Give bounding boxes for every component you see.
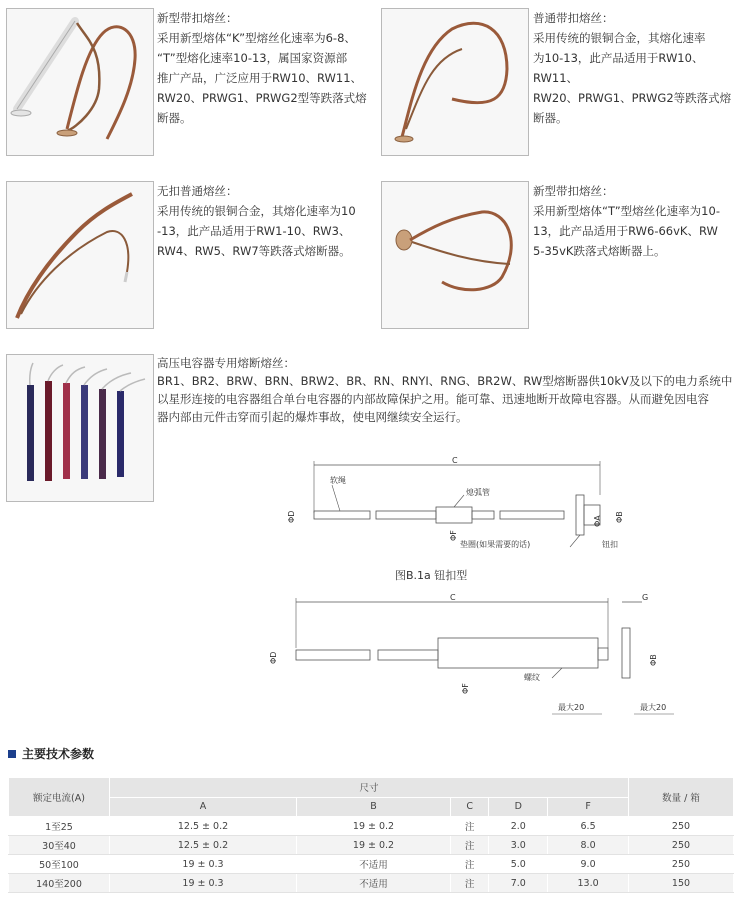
desc-line: 推广产品，广泛应用于RW10、RW11、: [157, 71, 363, 85]
desc-line: 器内部由元件击穿而引起的爆炸事故，使电网继续安全运行。: [157, 410, 468, 424]
desc-line: 为10-13，此产品适用于RW10、RW11、: [533, 51, 704, 85]
cell: 6.5: [548, 817, 629, 836]
dim-d: ΦD: [287, 510, 296, 523]
cell: 12.5 ± 0.2: [110, 817, 297, 836]
cell: 9.0: [548, 855, 629, 874]
table-row: [9, 817, 734, 836]
dim-c: C: [450, 593, 456, 602]
dim-b: ΦB: [649, 654, 658, 666]
table-row: [9, 874, 734, 893]
cell: 50至100: [9, 855, 110, 874]
col-size: 尺寸: [110, 778, 629, 798]
cell: 19 ± 0.2: [297, 817, 451, 836]
label-tube: 熄弧管: [466, 488, 490, 497]
cell: 19 ± 0.3: [110, 855, 297, 874]
col-a: A: [110, 797, 297, 817]
fuse-image: [7, 9, 153, 155]
product-photo-capacitor-fuse: [6, 354, 154, 502]
product-title: 新型带扣熔丝：: [157, 11, 238, 25]
desc-line: 13，此产品适用于RW6-66vK、RW: [533, 224, 718, 238]
product-title: 新型带扣熔丝：: [533, 184, 614, 198]
product-desc-4: [533, 181, 738, 261]
diagram1-caption: 图B.1a 钮扣型: [395, 569, 468, 582]
dim-f: ΦF: [461, 683, 470, 694]
desc-line: RW4、RW5、RW7等跌落式熔断器。: [157, 244, 351, 258]
desc-line: 采用新型熔体“K”型熔丝化速率为6-8、: [157, 31, 356, 45]
cell: 19 ± 0.2: [297, 836, 451, 855]
desc-line: BR1、BR2、BRW、BRN、BRW2、BR、RN、RNYI、RNG、BR2W、RW型熔断器供10kV及以下的电力系统中: [157, 374, 733, 388]
cell: 150: [629, 874, 734, 893]
col-d: D: [489, 797, 548, 817]
section-title-text: 主要技术参数: [22, 747, 95, 761]
cell: 250: [629, 836, 734, 855]
cell: 不适用: [297, 855, 451, 874]
cell: 不适用: [297, 874, 451, 893]
desc-line: 断器。: [533, 111, 568, 125]
max-length-1: 最大20: [558, 703, 585, 712]
product-photo-new-buckle-fuse: [6, 8, 154, 156]
cell: 2.0: [489, 817, 548, 836]
cell: 3.0: [489, 836, 548, 855]
screw-type-diagram: [262, 588, 682, 718]
dim-f: ΦF: [449, 530, 458, 541]
desc-line: 以星形连接的电容器组合单台电容器的内部故障保护之用。能可靠、迅速地断开故障电容器。从而避免因电容: [157, 392, 709, 406]
cell: 5.0: [489, 855, 548, 874]
product-photo-no-buckle-fuse: [6, 181, 154, 329]
desc-line: 断器。: [157, 111, 192, 125]
col-c: C: [451, 797, 489, 817]
product-title: 无扣普通熔丝：: [157, 184, 238, 198]
product-title: 高压电容器专用熔断熔丝：: [157, 356, 295, 370]
cell: 13.0: [548, 874, 629, 893]
product-desc-3: [157, 181, 377, 261]
button-type-diagram: [280, 455, 640, 560]
desc-line: 5-35vK跌落式熔断器上。: [533, 244, 666, 258]
fuse-image: [382, 9, 528, 155]
col-current: 额定电流(A): [9, 778, 110, 817]
spec-table: [8, 777, 734, 893]
label-thread: 螺纹: [524, 673, 540, 682]
col-qty: 数量 / 箱: [629, 778, 734, 817]
cell: 19 ± 0.3: [110, 874, 297, 893]
desc-line: 采用新型熔体“T”型熔丝化速率为10-: [533, 204, 720, 218]
table-row: [9, 836, 734, 855]
cell: 30至40: [9, 836, 110, 855]
cell: 1至25: [9, 817, 110, 836]
col-b: B: [297, 797, 451, 817]
fuse-image: [7, 182, 153, 328]
cell: 12.5 ± 0.2: [110, 836, 297, 855]
desc-line: RW20、PRWG1、PRWG2等跌落式熔: [533, 91, 732, 105]
product-photo-normal-buckle-fuse: [381, 8, 529, 156]
table-row: [9, 855, 734, 874]
desc-line: RW20、PRWG1、PRWG2型等跌落式熔: [157, 91, 367, 105]
col-f: F: [548, 797, 629, 817]
dim-d: ΦD: [269, 651, 278, 664]
cell: 注: [451, 836, 489, 855]
cell: 250: [629, 817, 734, 836]
dim-a: ΦA: [593, 515, 602, 527]
label-wire: 软绳: [330, 476, 346, 485]
cell: 8.0: [548, 836, 629, 855]
cell: 250: [629, 855, 734, 874]
dim-b: ΦB: [615, 511, 624, 523]
label-washer: 垫圈(如果需要的话): [460, 540, 531, 549]
dim-c: C: [452, 456, 458, 465]
cell: 注: [451, 817, 489, 836]
product-desc-2: [533, 8, 733, 128]
fuse-image: [382, 182, 528, 328]
desc-line: 采用传统的银铜合金，其熔化速率: [533, 31, 706, 45]
section-title: [8, 745, 94, 762]
dim-g: G: [642, 593, 649, 602]
label-button: 钮扣: [602, 540, 618, 549]
desc-line: -13，此产品适用于RW1-10、RW3、: [157, 224, 351, 238]
fuse-image: [7, 355, 153, 501]
cell: 7.0: [489, 874, 548, 893]
section-marker-icon: [8, 750, 16, 758]
product-desc-5: [157, 354, 737, 426]
product-desc-1: [157, 8, 377, 128]
product-photo-new-t-fuse: [381, 181, 529, 329]
desc-line: 采用传统的银铜合金，其熔化速率为10: [157, 204, 356, 218]
desc-line: “T”型熔化速率10-13，属国家资源部: [157, 51, 348, 65]
cell: 注: [451, 855, 489, 874]
cell: 注: [451, 874, 489, 893]
max-length-2: 最大20: [640, 703, 667, 712]
cell: 140至200: [9, 874, 110, 893]
product-title: 普通带扣熔丝：: [533, 11, 614, 25]
